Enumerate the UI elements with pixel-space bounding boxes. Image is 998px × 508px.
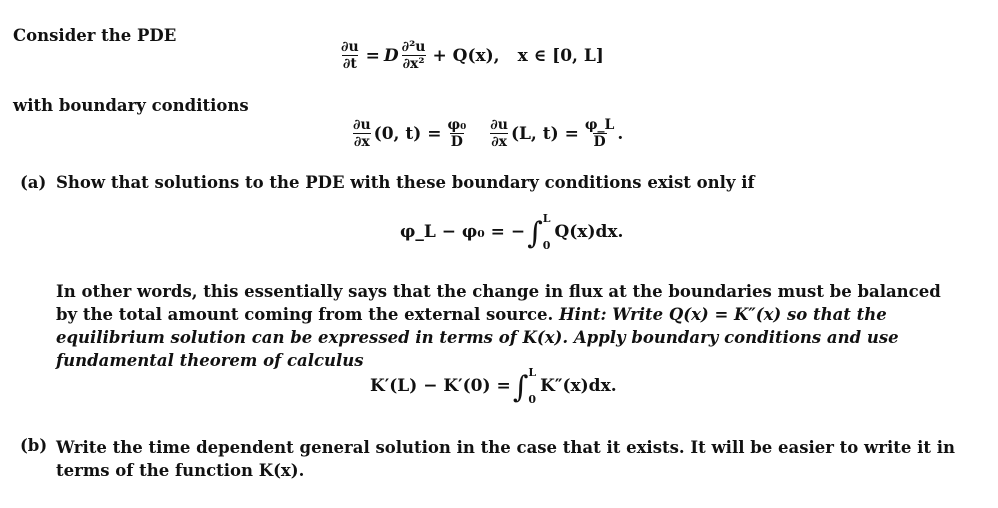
- right-bc-argument: (L, t) =: [510, 123, 579, 144]
- frac-denominator: D: [450, 134, 463, 150]
- left-bc-argument: (0, t) =: [373, 123, 442, 144]
- integral-limits: [528, 365, 537, 406]
- intro-text: Consider the PDE: [13, 26, 177, 45]
- boundary-conditions: [350, 118, 623, 149]
- ftc-equation: [370, 365, 617, 406]
- diffusion-coefficient: D: [383, 45, 399, 66]
- integral-limits: [542, 211, 551, 252]
- frac-numerator: ∂u: [341, 39, 359, 55]
- domain-statement: x ∈ [0, L]: [517, 45, 604, 66]
- part-b-text: Write the time dependent general solution in the case that it exists. It will be easier to write it in terms of the function K(x).: [56, 438, 955, 480]
- existence-condition: [400, 211, 624, 252]
- frac-numerator: ∂²u: [401, 39, 426, 55]
- frac-denominator: ∂x: [491, 134, 508, 150]
- part-a-explanation: [56, 280, 956, 372]
- part-b-label: (b): [20, 436, 48, 455]
- hint-text: Hint: Write Q(x) = K″(x) so that the equilibrium solution can be expressed in terms of K(x). Apply boundary conditions and use fundamental theorem of calculus: [56, 305, 899, 370]
- bc-intro-text: with boundary conditions: [13, 96, 249, 115]
- frac-denominator: ∂x: [353, 134, 370, 150]
- part-a-label: (a): [20, 173, 47, 192]
- part-a-text: Show that solutions to the PDE with these boundary conditions exist only if: [56, 173, 755, 192]
- ftc-lhs: K′(L) − K′(0) =: [370, 375, 511, 396]
- d2u-dx2-fraction: [401, 40, 427, 71]
- phi0-over-d-fraction: [446, 118, 467, 149]
- ftc-integrand: K″(x)dx.: [540, 375, 617, 396]
- lower-limit: 0: [542, 238, 551, 252]
- condition-lhs: φ_L − φ₀ = −: [400, 221, 526, 242]
- du-dx-fraction-right: [489, 118, 509, 149]
- condition-integrand: Q(x)dx.: [554, 221, 624, 242]
- upper-limit: L: [528, 365, 537, 379]
- period: .: [617, 123, 624, 144]
- upper-limit: L: [542, 211, 551, 225]
- frac-numerator: ∂u: [490, 117, 508, 133]
- frac-denominator: ∂x²: [402, 56, 425, 72]
- explanation-text: In other words, this essentially says that the change in flux at the boundaries must be balanced by the total amount coming from the external source.: [56, 282, 941, 324]
- du-dx-fraction-left: [352, 118, 372, 149]
- lower-limit: 0: [528, 392, 537, 406]
- frac-numerator: ∂u: [353, 117, 371, 133]
- equals-sign: =: [365, 45, 380, 66]
- frac-numerator: φ₀: [447, 117, 467, 133]
- du-dt-fraction: [340, 40, 360, 71]
- pde-equation: [338, 40, 604, 71]
- source-term: + Q(x),: [432, 45, 500, 66]
- frac-numerator: φ_L: [584, 117, 615, 133]
- integral-sign: ∫: [527, 216, 543, 251]
- phiL-over-d-fraction: [584, 118, 616, 149]
- integral-sign: ∫: [512, 370, 529, 405]
- frac-denominator: ∂t: [342, 56, 357, 72]
- frac-denominator: D: [593, 134, 606, 150]
